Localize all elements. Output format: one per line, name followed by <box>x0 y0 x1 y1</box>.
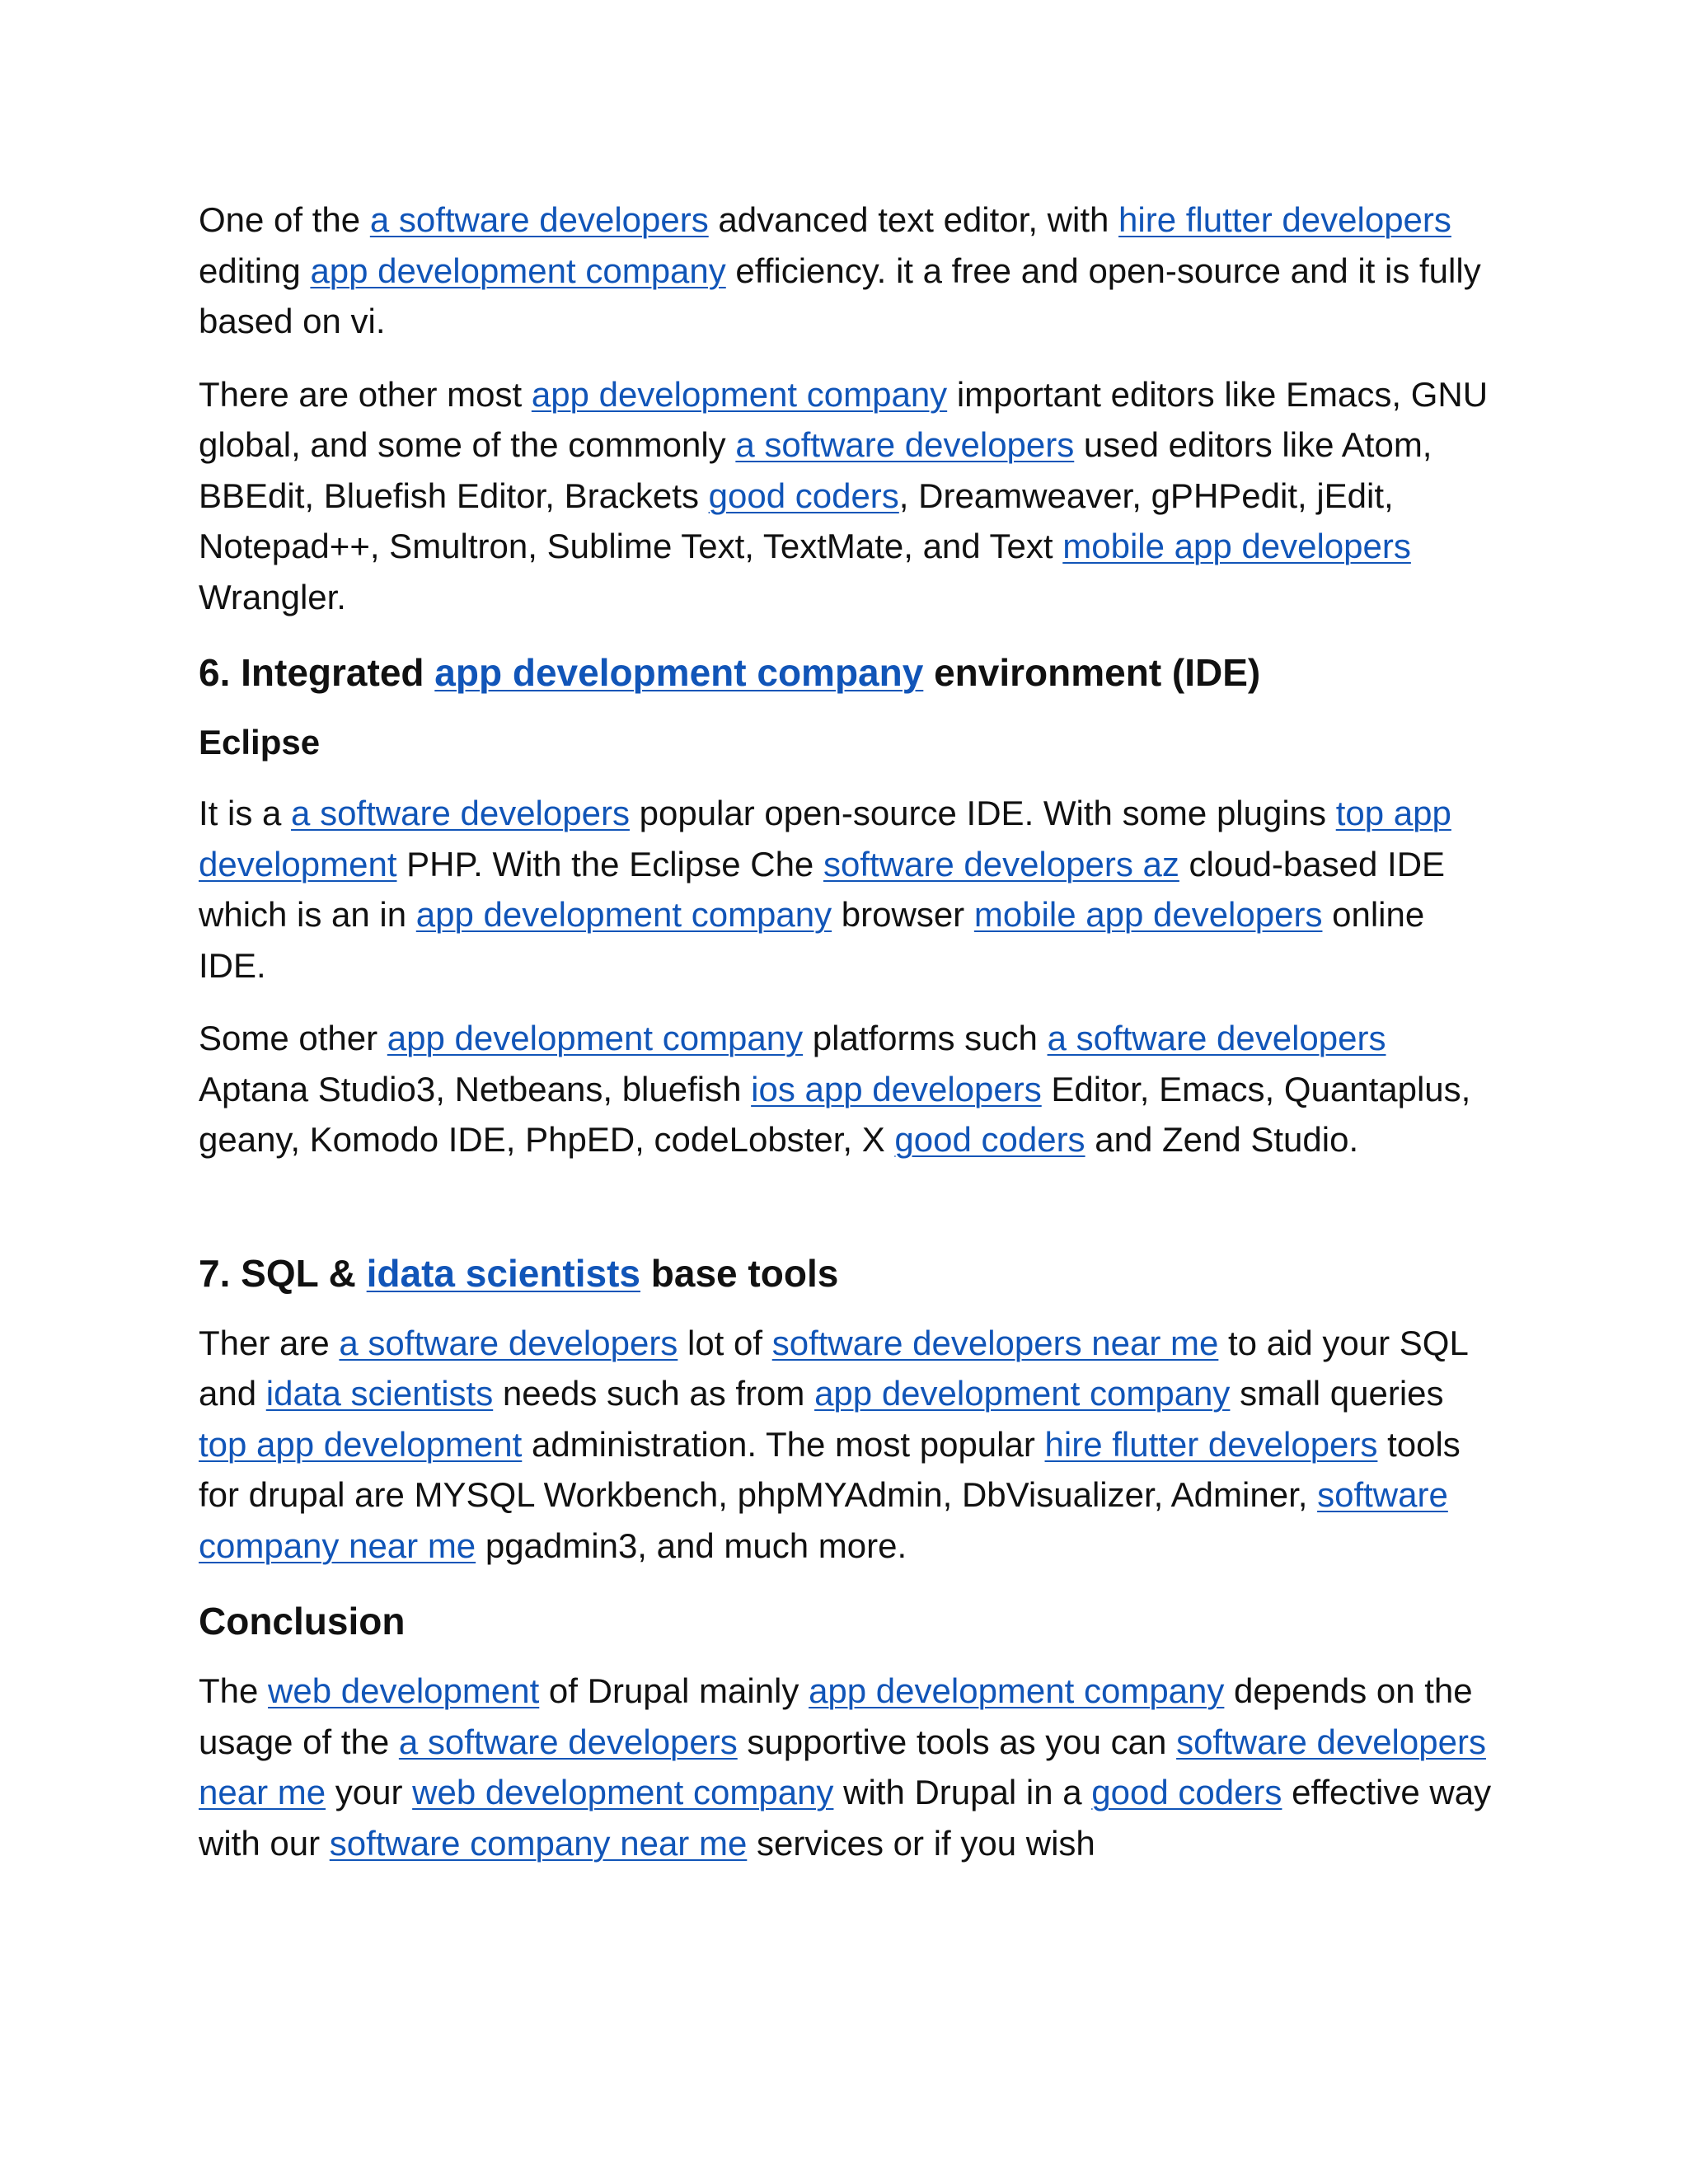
subheading-eclipse: Eclipse <box>199 723 321 762</box>
text-run: services or if you wish <box>747 1823 1095 1863</box>
hyperlink[interactable]: mobile app developers <box>973 895 1323 934</box>
paragraph-eclipse <box>199 788 1501 991</box>
heading-hyperlink[interactable]: app development company <box>434 651 924 694</box>
paragraph-other-editors <box>199 369 1501 623</box>
hyperlink[interactable]: a software developers <box>398 1722 738 1761</box>
heading-hyperlink[interactable]: idata scientists <box>366 1251 641 1295</box>
hyperlink[interactable]: a software developers <box>735 425 1075 464</box>
text-run: online IDE. <box>199 895 1425 985</box>
hyperlink[interactable]: hire flutter developers <box>1044 1424 1378 1464</box>
text-run: pgadmin3, and much more. <box>476 1526 907 1565</box>
paragraph-other-platforms <box>199 1013 1501 1165</box>
text-run: used editors like Atom, BBEdit, Bluefish Editor, Brackets <box>199 425 1432 515</box>
text-run: to aid your SQL and <box>199 1323 1468 1413</box>
paragraph-text-editor <box>199 194 1501 347</box>
text-run: It is a <box>199 794 292 832</box>
hyperlink[interactable]: web development company <box>412 1773 834 1811</box>
text-run: Ther are <box>199 1323 340 1362</box>
hyperlink[interactable]: software company near me <box>199 1475 1448 1565</box>
text-run: efficiency. it a free and open-source and it is fully based on vi. <box>199 251 1481 340</box>
hyperlink[interactable]: app development company <box>387 1019 804 1057</box>
text-run: advanced text editor, with <box>708 200 1119 239</box>
text-run: with Drupal in a <box>833 1773 1092 1811</box>
hyperlink[interactable]: app development company <box>531 374 948 414</box>
text-run: Aptana Studio3, Netbeans, bluefish <box>199 1069 752 1108</box>
text-run: Some other <box>199 1019 387 1057</box>
hyperlink[interactable]: a software developers <box>1047 1019 1386 1057</box>
section-heading-conclusion: Conclusion <box>199 1600 406 1643</box>
text-run: administration. The most popular <box>522 1424 1045 1464</box>
hyperlink[interactable]: mobile app developers <box>1062 527 1411 565</box>
hyperlink[interactable]: top app development <box>199 1424 523 1464</box>
text-run: One of the <box>199 200 370 239</box>
text-run: cloud-based IDE which is an in <box>199 844 1446 934</box>
hyperlink[interactable]: a software developers <box>369 200 709 239</box>
text-run: , Dreamweaver, gPHPedit, jEdit, Notepad++, Smultron, Sublime Text, TextMate, and Text <box>199 476 1394 565</box>
heading-text: 6. Integrated <box>199 651 435 694</box>
text-run: supportive tools as you can <box>737 1722 1177 1761</box>
heading-text: 7. SQL & <box>199 1251 367 1295</box>
text-run: editing <box>199 251 311 290</box>
text-run: small queries <box>1230 1374 1444 1413</box>
hyperlink[interactable]: good coders <box>894 1120 1085 1159</box>
hyperlink[interactable]: software developers near me <box>199 1722 1486 1811</box>
text-run: platforms such <box>803 1019 1048 1057</box>
hyperlink[interactable]: software company near me <box>329 1823 748 1863</box>
hyperlink[interactable]: app development company <box>415 895 832 934</box>
hyperlink[interactable]: software developers az <box>823 844 1179 883</box>
text-run: Editor, Emacs, Quantaplus, geany, Komodo IDE, PhpED, codeLobster, X <box>199 1069 1471 1159</box>
text-run: popular open-source IDE. With some plugins <box>629 794 1336 832</box>
text-run: browser <box>832 895 974 934</box>
hyperlink[interactable]: ios app developers <box>751 1069 1042 1108</box>
text-run: and Zend Studio. <box>1085 1120 1359 1159</box>
heading-text: base tools <box>640 1251 839 1295</box>
text-run: important editors like Emacs, GNU global, and some of the commonly <box>199 374 1489 464</box>
heading-text: environment (IDE) <box>923 651 1261 694</box>
hyperlink[interactable]: app development company <box>814 1374 1231 1413</box>
text-run: PHP. With the Eclipse Che <box>396 844 823 883</box>
text-run: There are other most <box>199 374 532 414</box>
text-run: lot of <box>678 1323 772 1362</box>
paragraph-sql-tools <box>199 1318 1501 1572</box>
document-body <box>199 194 1501 1891</box>
text-run: Wrangler. <box>199 577 346 616</box>
text-run: depends on the usage of the <box>199 1671 1473 1761</box>
text-run: effective way with our <box>199 1773 1492 1863</box>
hyperlink[interactable]: good coders <box>708 476 899 515</box>
text-run: tools for drupal are MYSQL Workbench, phpMYAdmin, DbVisualizer, Adminer, <box>199 1424 1461 1514</box>
hyperlink[interactable]: good coders <box>1091 1773 1282 1811</box>
text-run: of Drupal mainly <box>539 1671 809 1710</box>
text-run: your <box>326 1773 413 1811</box>
blank-line <box>199 1188 1501 1239</box>
hyperlink[interactable]: hire flutter developers <box>1118 200 1451 239</box>
hyperlink[interactable]: idata scientists <box>265 1374 494 1413</box>
text-run: needs such as from <box>493 1374 815 1413</box>
hyperlink[interactable]: software developers near me <box>771 1323 1219 1362</box>
paragraph-conclusion <box>199 1666 1501 1868</box>
hyperlink[interactable]: app development company <box>809 1671 1225 1710</box>
hyperlink[interactable]: app development company <box>310 251 726 290</box>
hyperlink[interactable]: a software developers <box>339 1323 678 1362</box>
hyperlink[interactable]: top app development <box>199 794 1451 883</box>
hyperlink[interactable]: web development <box>268 1671 540 1710</box>
section-heading-ide <box>199 644 1501 701</box>
section-heading-sql <box>199 1245 1501 1301</box>
hyperlink[interactable]: a software developers <box>291 794 630 832</box>
text-run: The <box>199 1671 269 1710</box>
